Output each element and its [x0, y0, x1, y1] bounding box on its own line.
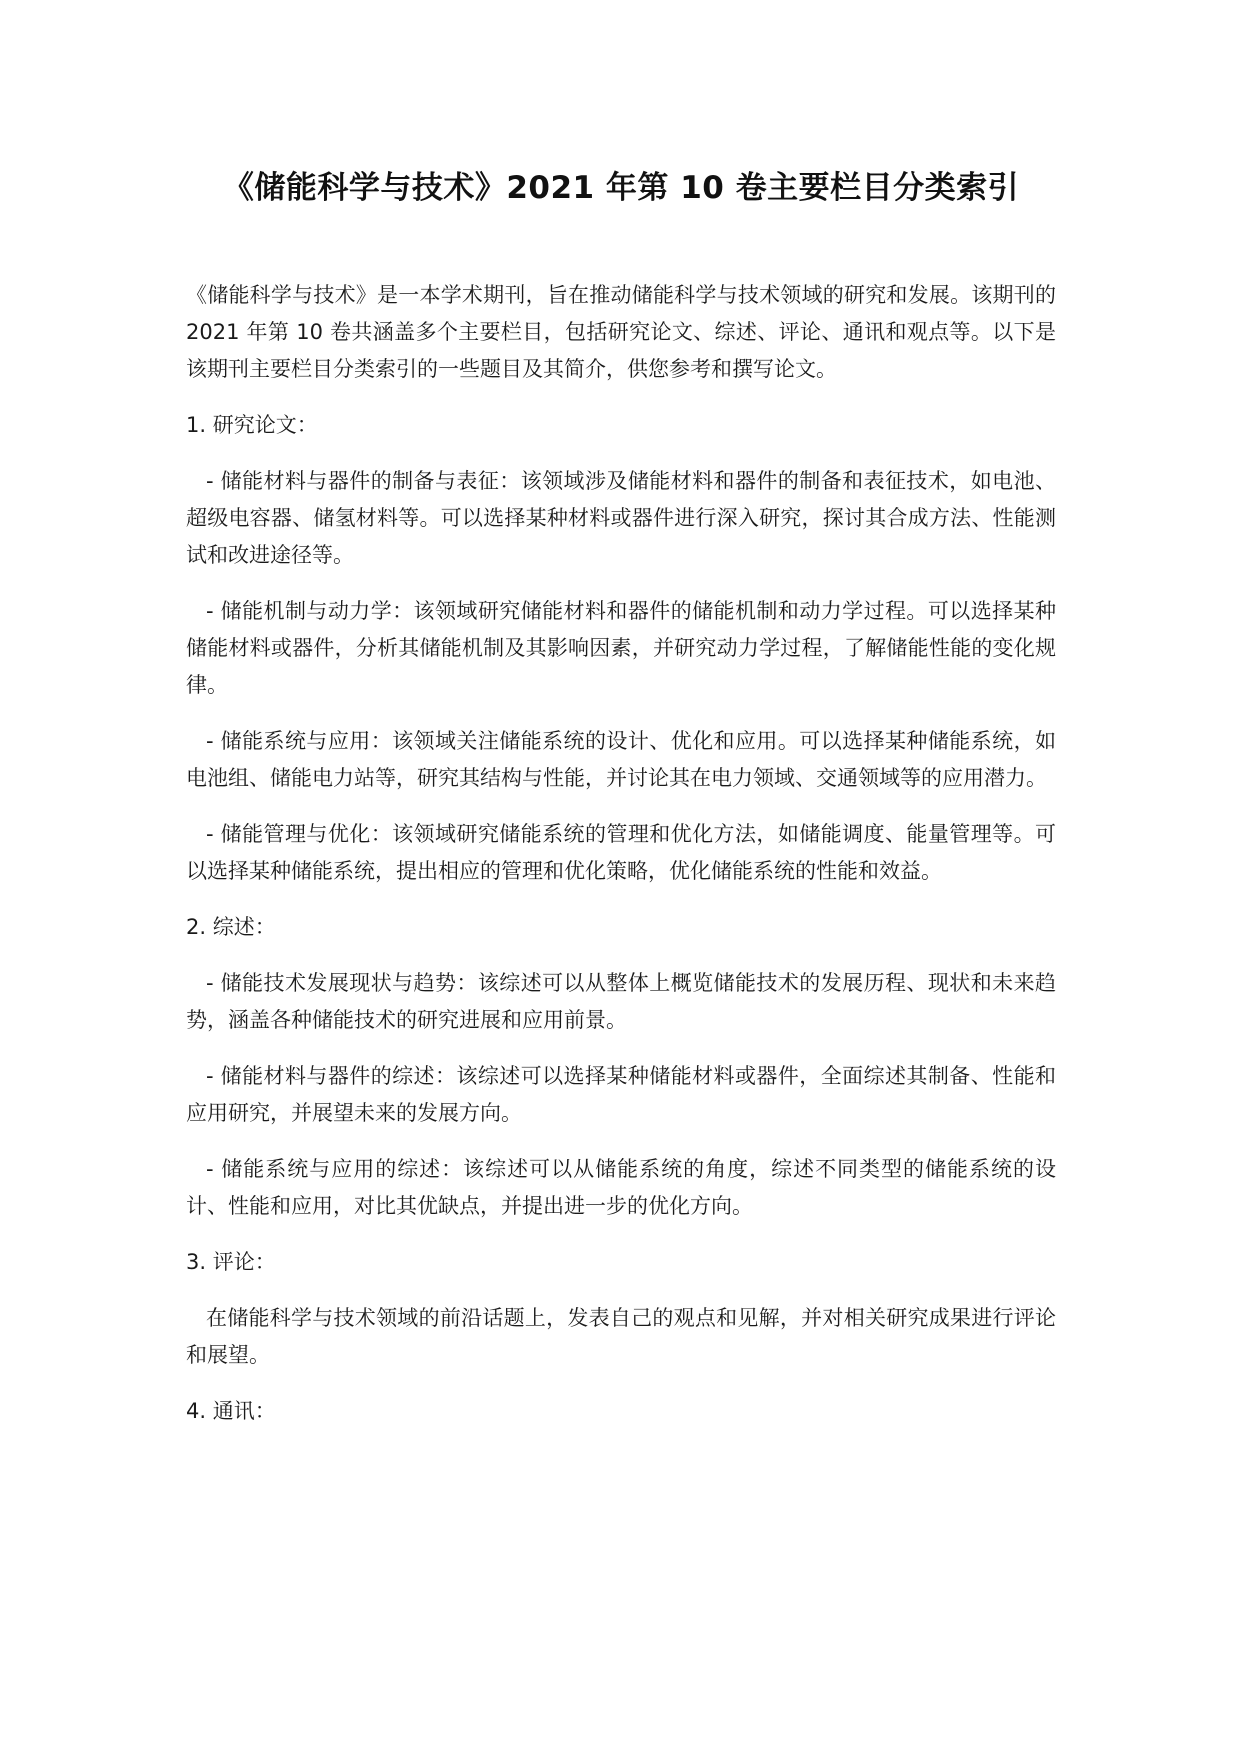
research-item-management-optimization: - 储能管理与优化：该领域研究储能系统的管理和优化方法，如储能调度、能量管理等。可以选择某种储能系统，提出相应的管理和优化策略，优化储能系统的性能和效益。 — [186, 822, 1056, 884]
research-item-mechanism-kinetics: - 储能机制与动力学：该领域研究储能材料和器件的储能机制和动力学过程。可以选择某种储能材料或器件，分析其储能机制及其影响因素，并研究动力学过程，了解储能性能的变化规律。 — [186, 599, 1056, 698]
intro-paragraph: 《储能科学与技术》是一本学术期刊，旨在推动储能科学与技术领域的研究和发展。该期刊的 2021 年第 10 卷共涵盖多个主要栏目，包括研究论文、综述、评论、通讯和观点等。以下是该期刊主要栏目分类索引的一些题目及其简介，供您参考和撰写论文。 — [186, 283, 1056, 382]
section-heading-comments: 3. 评论： — [186, 1250, 276, 1275]
review-item-materials-devices: - 储能材料与器件的综述：该综述可以选择某种储能材料或器件，全面综述其制备、性能和应用研究，并展望未来的发展方向。 — [186, 1064, 1056, 1126]
research-item-materials-devices: - 储能材料与器件的制备与表征：该领域涉及储能材料和器件的制备和表征技术，如电池、超级电容器、储氢材料等。可以选择某种材料或器件进行深入研究，探讨其合成方法、性能测试和改进途径等。 — [186, 469, 1056, 568]
research-item-systems-applications: - 储能系统与应用：该领域关注储能系统的设计、优化和应用。可以选择某种储能系统，如电池组、储能电力站等，研究其结构与性能，并讨论其在电力领域、交通领域等的应用潜力。 — [186, 729, 1056, 791]
document-page — [186, 170, 1056, 1449]
section-heading-research-papers: 1. 研究论文： — [186, 413, 318, 438]
document-title: 《储能科学与技术》2021 年第 10 卷主要栏目分类索引 — [222, 170, 1020, 206]
comment-item: 在储能科学与技术领域的前沿话题上，发表自己的观点和见解，并对相关研究成果进行评论和展望。 — [186, 1306, 1056, 1368]
section-heading-reviews: 2. 综述： — [186, 915, 276, 940]
review-item-systems-applications: - 储能系统与应用的综述：该综述可以从储能系统的角度，综述不同类型的储能系统的设计、性能和应用，对比其优缺点，并提出进一步的优化方向。 — [186, 1157, 1056, 1219]
review-item-development-trends: - 储能技术发展现状与趋势：该综述可以从整体上概览储能技术的发展历程、现状和未来趋势，涵盖各种储能技术的研究进展和应用前景。 — [186, 971, 1056, 1033]
section-heading-communications: 4. 通讯： — [186, 1399, 276, 1424]
